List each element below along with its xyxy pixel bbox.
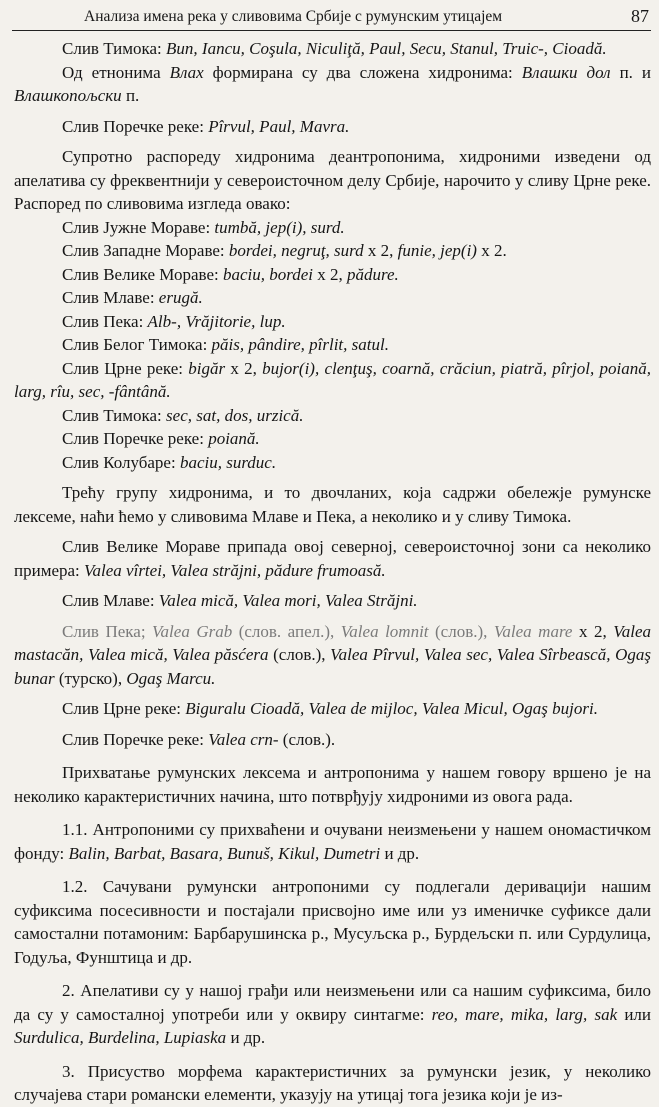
list-item-pek: Слив Пека: Alb-, Vrăjitorie, lup. (62, 311, 286, 331)
paragraph-adoption: Прихватање румунских лексема и антропонима у нашем говору вршено је на неколико карактеристичних начина, што потврђују хидроними из овога рада. (14, 763, 651, 806)
paragraph-timok-anthroponyms: Слив Тимока: Bun, Iancu, Coşula, Niculiţă, Paul, Secu, Stanul, Truic-, Cioadă. (62, 39, 607, 58)
page-body (14, 37, 651, 1107)
list-item-beli-timok: Слив Белог Тимока: păis, pândire, pîrlit, satul. (62, 335, 389, 354)
list-item-juzna-morava: Слив Јужне Мораве: tumbă, jep(i), surd. (62, 217, 345, 237)
paragraph-point-3: 3. Присуство морфема карактеристичних за румунски језик, у неколико случајева стари романски елементи, указују на утицај тога језика који је из- (14, 1061, 651, 1104)
list-item-kolubara: Слив Колубаре: baciu, surduc. (62, 452, 277, 472)
header-title: Анализа имена река у сливовима Србије с румунским утицајем (84, 8, 503, 25)
paragraph-mlava-compounds: Слив Млаве: Valea mică, Valea mori, Valea Străjni. (62, 591, 418, 610)
paragraph-pek-compounds: Слив Пека; Valea Grab (слов. апел.), Valea lomnit (слов.), Valea mare x 2, Valea mastacăn, Valea mică, Valea păsćera (слов.), Valea Pîrvul, Valea sec, Valea Sîrbească, Ogaş bunar (турско), Ogaş Marcu. (14, 621, 652, 688)
paragraph-point-2: 2. Апелативи су у нашој грађи или неизмењени или са нашим суфиксима, било да су у самосталној употреби или у оквиру синтагме: reo, mare, mika, larg, sak или Surdulica, Burdelina, Lupiaska и др. (14, 981, 652, 1047)
paragraph-point-1-2: 1.2. Сачувани румунски антропоними су подлегали деривацији нашим суфиксима посесивности и постајали присвојно име или уз именичке суфиксе дали самостални потамоним: Барбарушинска р., Мусуљска р., Бурдељски п. или Сурдулица, Годуља, Фунштица и др. (14, 877, 651, 967)
paragraph-porecka: Слив Поречке реке: Pîrvul, Paul, Mavra. (62, 116, 350, 136)
list-item-zapadna-morava: Слив Западне Мораве: bordei, negruţ, surd x 2, funie, jep(i) x 2. (62, 241, 507, 260)
paragraph-velika-morava-compounds: Слив Велике Мораве припада овој северној, североисточној зони са неколико примера: Valea vîrtei, Valea străjni, pădure frumoasă. (14, 537, 651, 580)
list-item-crna-reka: Слив Црне реке: bigăr x 2, bujor(i), clenţuş, coarnă, crăciun, piatră, pîrjol, poiană, larg, rîu, sec, -fântână. (14, 358, 651, 401)
running-header (12, 0, 651, 31)
paragraph-porecka-compounds: Слив Поречке реке: Valea crn- (слов.). (62, 729, 336, 749)
paragraph-point-1-1: 1.1. Антропоними су прихваћени и очувани неизмењени у нашем ономастичком фонду: Balin, Barbat, Basara, Bunuš, Kikul, Dumetri и др. (14, 820, 651, 863)
paragraph-third-group: Трећу групу хидронима, и то двочланих, која садржи обележје румунске лексеме, наћи ћемо у сливовима Млаве и Пека, а неколико и у сливу Тимока. (14, 483, 651, 526)
paragraph-appellatives-intro: Супротно распореду хидронима деантропонима, хидроними изведени од апелатива су фреквентнији у североисточном делу Србије, нарочито у сливу Црне реке. Распоред по сливовима изгледа овако: (14, 147, 651, 213)
list-item-timok: Слив Тимока: sec, sat, dos, urzică. (62, 405, 304, 425)
list-item-velika-morava: Слив Велике Мораве: baciu, bordei x 2, pădure. (62, 264, 399, 284)
paragraph-ethnonym: Од етнонима Влах формирана су два сложена хидронима: Влашки дол п. и Влашкопољски п. (14, 62, 651, 105)
page-number: 87 (631, 6, 649, 26)
list-item-mlava: Слив Млаве: erugă. (62, 288, 203, 307)
paragraph-crna-reka-compounds: Слив Црне реке: Biguralu Cioadă, Valea de mijloc, Valea Micul, Ogaş bujori. (62, 699, 598, 718)
list-item-porecka: Слив Поречке реке: poiană. (62, 429, 260, 448)
